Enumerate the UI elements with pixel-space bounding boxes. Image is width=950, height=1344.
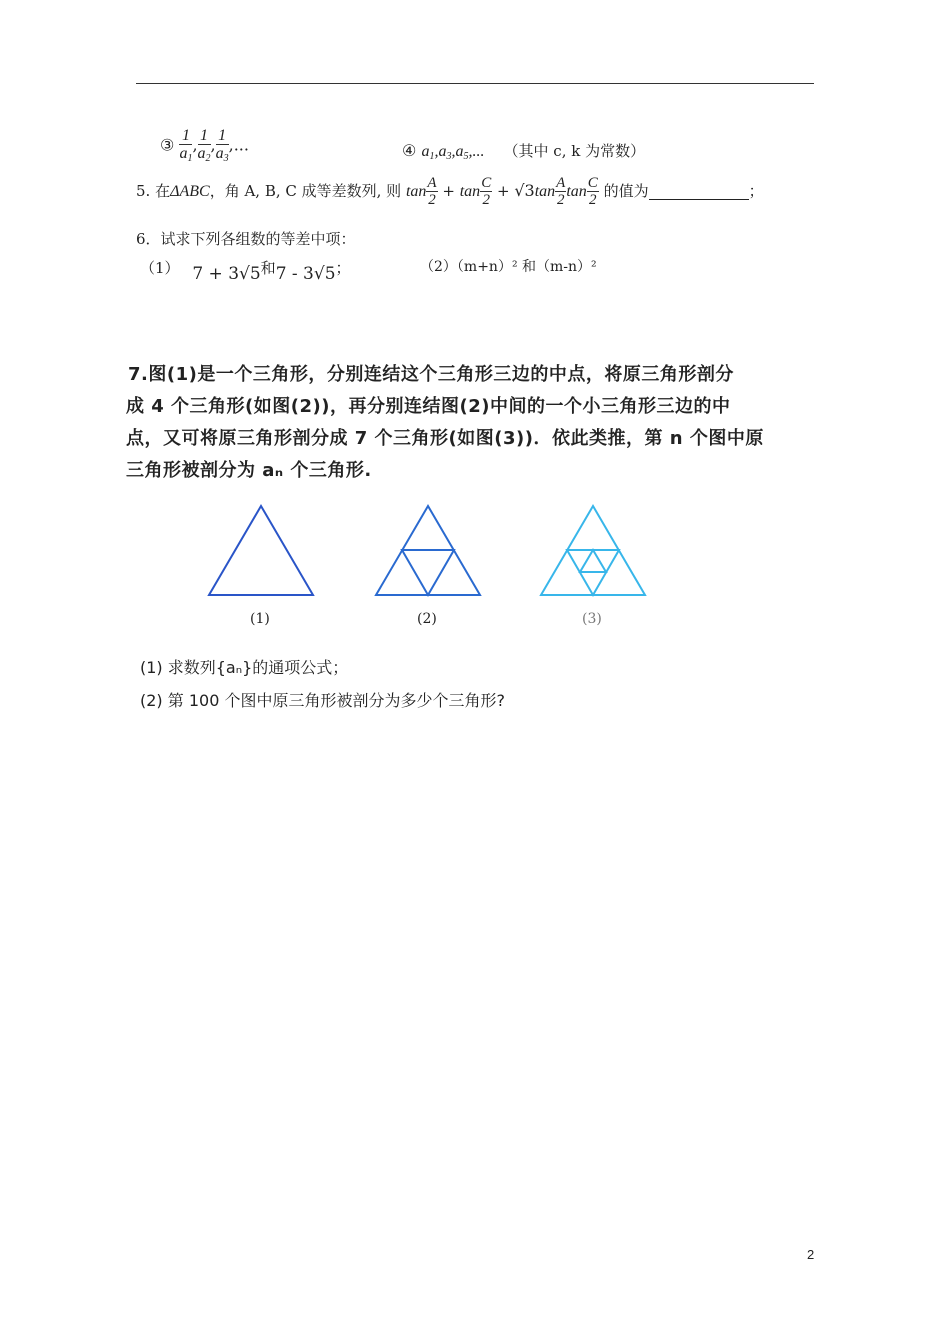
question-7-part-1: (1) 求数列{aₙ}的通项公式； — [140, 658, 349, 677]
question-5: 5. 在ΔABC，角 A, B, C 成等差数列, 则 tan $\frac{A}{2}$ + tan $\frac{C}{2}$ + √3tan $\frac{A}{2}$ tan $\frac{C}{2}$ 的值为 ； — [136, 175, 764, 208]
fraction: $\frac{1}{a_3}$ — [215, 127, 229, 164]
item-4-note: （其中 c, k 为常数） — [503, 142, 646, 160]
question-7-part-2: (2) 第 100 个图中原三角形被剖分为多少个三角形? — [140, 691, 505, 710]
figure-1-triangle — [209, 506, 313, 595]
question-7-line-2: 成 4 个三角形(如图(2))，再分别连结图(2)中间的一个小三角形三边的中 — [126, 396, 731, 417]
figure-1-label: (1) — [250, 611, 270, 627]
fraction: $\frac{A}{2}$ — [556, 175, 566, 208]
fraction: $\frac{C}{2}$ — [481, 175, 492, 208]
answer-blank[interactable] — [649, 185, 749, 200]
item-4: ④ $a_1,a_3,a_5$,... （其中 c, k 为常数） — [402, 141, 646, 162]
fraction: $\frac{C}{2}$ — [587, 175, 598, 208]
question-7-line-1: 7.图(1)是一个三角形，分别连结这个三角形三边的中点，将原三角形剖分 — [128, 364, 734, 385]
fraction: $\frac{1}{a_1}$ — [179, 127, 193, 164]
question-7-line-4: 三角形被剖分为 aₙ 个三角形. — [126, 460, 372, 481]
question-6-part-2: （2）（m+n）² 和（m-n）² — [420, 259, 597, 275]
item-3: ③ $\frac{1}{a_1}$ , $\frac{1}{a_2}$ , $\frac{1}{a_3}$ ,... — [160, 127, 249, 164]
question-6-title: 6．试求下列各组数的等差中项： — [136, 230, 356, 248]
page-number: 2 — [807, 1247, 815, 1262]
figure-3-label: (3) — [582, 611, 602, 627]
triangle-figures — [0, 500, 950, 650]
figure-3-triangle — [541, 506, 645, 595]
item-3-marker: ③ — [160, 135, 175, 155]
question-7-line-3: 点，又可将原三角形剖分成 7 个三角形(如图(3))．依此类推，第 n 个图中原 — [126, 428, 764, 449]
figure-2-label: (2) — [417, 611, 437, 627]
header-rule — [136, 83, 814, 84]
figure-2-triangle — [376, 506, 480, 595]
fraction: $\frac{1}{a_2}$ — [197, 127, 211, 164]
question-6-part-1: （1） 7 + 3√5和7 - 3√5； — [140, 259, 351, 284]
fraction: $\frac{A}{2}$ — [427, 175, 437, 208]
